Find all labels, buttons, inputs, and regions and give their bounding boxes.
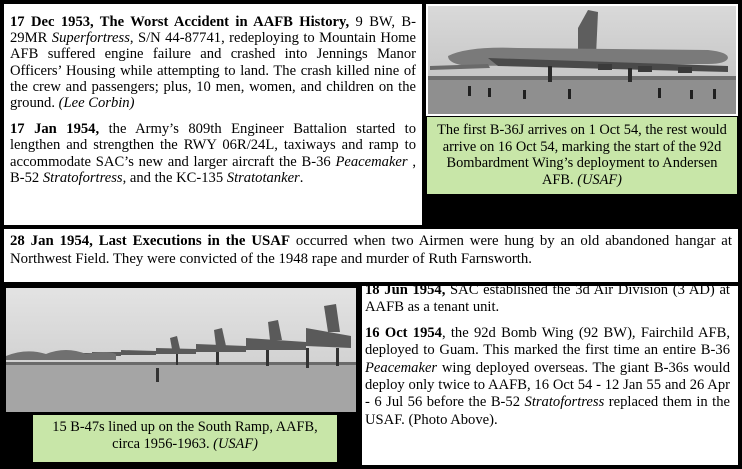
entry-1953-headline: The Worst Accident in AAFB History, [93, 14, 350, 30]
panel-top-left [4, 4, 422, 225]
panel-middle [4, 229, 738, 282]
entry-jan17-date: 17 Jan 1954, [10, 121, 100, 138]
caption-b36: The first B-36J arrives on 1 Oct 54, the rest would arrive on 16 Oct 54, marking the start of the 92d Bombardment Wing’s deployment to Andersen AFB. (USAF) [426, 116, 738, 195]
entry-1953-credit: (Lee Corbin) [58, 95, 135, 112]
entry-jan28: 28 Jan 1954, Last Executions in the USAF occurred when two Airmen were hung by an old abandoned hangar at Northwest Field. They were convicted of the 1948 rape and murder of Ruth Farnsworth. [10, 233, 732, 267]
entry-jun18: 18 Jun 1954, SAC established the 3d Air Division (3 AD) at AAFB as a tenant unit. [365, 282, 730, 316]
caption-b47-credit: (USAF) [213, 435, 258, 452]
entry-1953-date: 17 Dec 1953, [10, 14, 94, 30]
entry-oct16: 16 Oct 1954, the 92d Bomb Wing (92 BW), Fairchild AFB, deployed to Guam. This marked the first time an entire B-36 Peacemaker wing deployed overseas. The giant B-36s would deploy only twice to AAFB, 16 Oct 54 - 12 Jan 55 and 26 Apr - 6 Jul 56 before the B-52 Stratofortress replaced them in the USAF. (Photo Above). [365, 324, 731, 428]
entry-jun18-date: 18 Jun 1954, [365, 282, 446, 298]
caption-b47: 15 B-47s lined up on the South Ramp, AAFB, circa 1956-1963. (USAF) [32, 414, 338, 463]
entry-jan17: 17 Jan 1954, the Army’s 809th Engineer Battalion started to lengthen and strengthen the RWY 06R/24L, taxiways and ramp to accommodate SAC’s new and larger aircraft the B-36 Peacemaker , B-52 Stratofortress, and the KC-135 Stratotanker. [10, 121, 417, 186]
entry-oct16-date: 16 Oct 1954 [365, 324, 442, 341]
b36-aircraft-photo [428, 6, 736, 114]
entry-jan28-headline: 28 Jan 1954, Last Executions in the USAF [10, 233, 290, 249]
panel-bottom-left [4, 286, 358, 465]
caption-b36-credit: (USAF) [577, 171, 622, 188]
entry-1953: 17 Dec 1953, The Worst Accident in AAFB History, 9 BW, B-29MR Superfortress, S/N 44-87741, redeploying to Mountain Home AFB suffered engine failure and crashed into Jennings Manor Officers’ Housing while attempting to land. The crash killed nine of the crew and passengers; plus, 10 men, women, and children on the ground. (Lee Corbin) [10, 14, 417, 112]
panel-top-right [426, 4, 738, 195]
b47-lineup-photo [6, 288, 356, 412]
panel-bottom-right [362, 282, 738, 465]
